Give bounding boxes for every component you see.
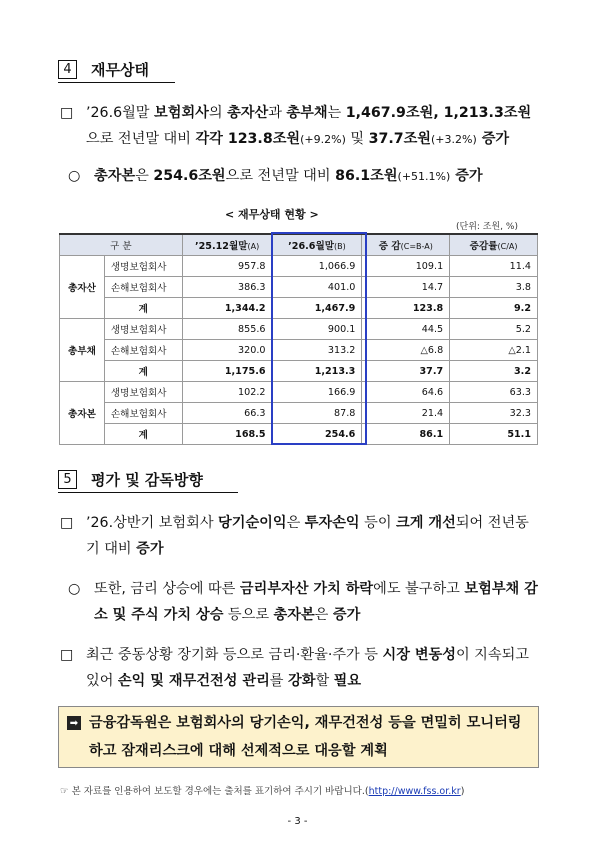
cell: 11.4: [450, 256, 538, 277]
cell: 386.3: [182, 277, 272, 298]
cell: 1,175.6: [182, 361, 272, 382]
table-caption: < 재무상태 현황 >: [225, 208, 319, 221]
page-number: - 3 -: [287, 816, 308, 827]
header-col2: ’26.6월말(B): [272, 234, 362, 256]
row-label: 계: [104, 361, 182, 382]
cell: 1,467.9: [272, 298, 362, 319]
cell: 320.0: [182, 340, 272, 361]
section-number: 5: [58, 470, 77, 489]
table-row: [60, 340, 538, 361]
cell: 102.2: [182, 382, 272, 403]
cell: 1,344.2: [182, 298, 272, 319]
group-label: 총자본: [60, 382, 105, 445]
paragraph-assets-liabilities: [60, 100, 540, 154]
table-row: [60, 319, 538, 340]
cell: 21.4: [362, 403, 450, 424]
cell: 123.8: [362, 298, 450, 319]
cell: 32.3: [450, 403, 538, 424]
table-row: [60, 403, 538, 424]
circle-bullet-icon: ○: [68, 168, 81, 184]
square-bullet-icon: □: [60, 647, 74, 663]
row-label: 손해보험회사: [104, 340, 182, 361]
cell: 63.3: [450, 382, 538, 403]
footnote-text: 본 자료를 인용하여 보도할 경우에는 출처를 표기하여 주시기 바랍니다.(: [71, 786, 369, 797]
cell: 313.2: [272, 340, 362, 361]
section-title: 평가 및 감독방향: [91, 470, 203, 489]
cell: 900.1: [272, 319, 362, 340]
section-title: 재무상태: [91, 60, 149, 79]
table-unit: (단위: 조원, %): [456, 222, 518, 232]
cell: 66.3: [182, 403, 272, 424]
arrow-right-icon: ➡: [67, 716, 81, 730]
section-underline: [58, 82, 175, 83]
paragraph-text: ’26.6월말 보험회사의 총자산과 총부채는 1,467.9조원, 1,213.3조원으로 전년말 대비 각각 123.8조원(+9.2%) 및 37.7조원(+3.2%) 증가: [86, 105, 532, 147]
section-4-header: [58, 58, 149, 80]
square-bullet-icon: □: [60, 105, 74, 121]
cell: 168.5: [182, 424, 272, 445]
fss-plan-callout: [58, 706, 539, 768]
table-header-row: [60, 234, 538, 256]
cell: 51.1: [450, 424, 538, 445]
cell: 855.6: [182, 319, 272, 340]
row-label: 손해보험회사: [104, 403, 182, 424]
section-5-header: [58, 468, 203, 490]
circle-bullet-icon: ○: [68, 581, 81, 597]
table-row-total: [60, 298, 538, 319]
cell: 9.2: [450, 298, 538, 319]
paragraph-net-income: [60, 510, 540, 564]
header-category: 구 분: [60, 234, 183, 256]
row-label: 손해보험회사: [104, 277, 182, 298]
section-number: 4: [58, 60, 77, 79]
cell: 166.9: [272, 382, 362, 403]
row-label: 생명보험회사: [104, 382, 182, 403]
cell: 957.8: [182, 256, 272, 277]
cell: 14.7: [362, 277, 450, 298]
cell: 1,213.3: [272, 361, 362, 382]
paragraph-text: ’26.상반기 보험회사 당기순이익은 투자손익 등이 크게 개선되어 전년동기 대비 증가: [86, 515, 529, 557]
cell: 87.8: [272, 403, 362, 424]
header-col1: ’25.12월말(A): [182, 234, 272, 256]
cell: △6.8: [362, 340, 450, 361]
cell: 401.0: [272, 277, 362, 298]
callout-text: 금융감독원은 보험회사의 당기손익, 재무건전성 등을 면밀히 모니터링하고 잠재리스크에 대해 선제적으로 대응할 계획: [89, 715, 522, 759]
paragraph-equity-increase: [68, 576, 540, 630]
paragraph-text: 또한, 금리 상승에 따른 금리부자산 가치 하락에도 불구하고 보험부채 감소 및 주식 가치 상승 등으로 총자본은 증가: [94, 581, 538, 623]
cell: 3.2: [450, 361, 538, 382]
row-label: 계: [104, 298, 182, 319]
header-col3: 증 감(C=B-A): [362, 234, 450, 256]
cell: 64.6: [362, 382, 450, 403]
cell: 44.5: [362, 319, 450, 340]
table-row-total: [60, 424, 538, 445]
fss-website-link[interactable]: http://www.fss.or.kr: [368, 786, 461, 797]
cell: 1,066.9: [272, 256, 362, 277]
square-bullet-icon: □: [60, 515, 74, 531]
cell: 86.1: [362, 424, 450, 445]
cell: 254.6: [272, 424, 362, 445]
row-label: 생명보험회사: [104, 256, 182, 277]
paragraph-market-volatility: [60, 642, 540, 696]
group-label: 총부채: [60, 319, 105, 382]
row-label: 계: [104, 424, 182, 445]
paragraph-equity: [68, 163, 540, 191]
cell: 37.7: [362, 361, 450, 382]
section-underline: [58, 492, 238, 493]
cell: 5.2: [450, 319, 538, 340]
cell: △2.1: [450, 340, 538, 361]
paragraph-text: 최근 중동상황 장기화 등으로 금리·환율·주가 등 시장 변동성이 지속되고 있어 손익 및 재무건전성 관리를 강화할 필요: [86, 647, 529, 689]
row-label: 생명보험회사: [104, 319, 182, 340]
table-row-total: [60, 361, 538, 382]
footnote: ☞ 본 자료를 인용하여 보도할 경우에는 출처를 표기하여 주시기 바랍니다.(http://www.fss.or.kr): [60, 786, 465, 797]
table-row: [60, 382, 538, 403]
cell: 3.8: [450, 277, 538, 298]
cell: 109.1: [362, 256, 450, 277]
group-label: 총자산: [60, 256, 105, 319]
table-row: [60, 256, 538, 277]
header-col4: 증감률(C/A): [450, 234, 538, 256]
paragraph-text: 총자본은 254.6조원으로 전년말 대비 86.1조원(+51.1%) 증가: [94, 168, 483, 184]
table-row: [60, 277, 538, 298]
financial-status-table: [59, 233, 538, 445]
pointing-hand-icon: ☞: [60, 786, 69, 797]
